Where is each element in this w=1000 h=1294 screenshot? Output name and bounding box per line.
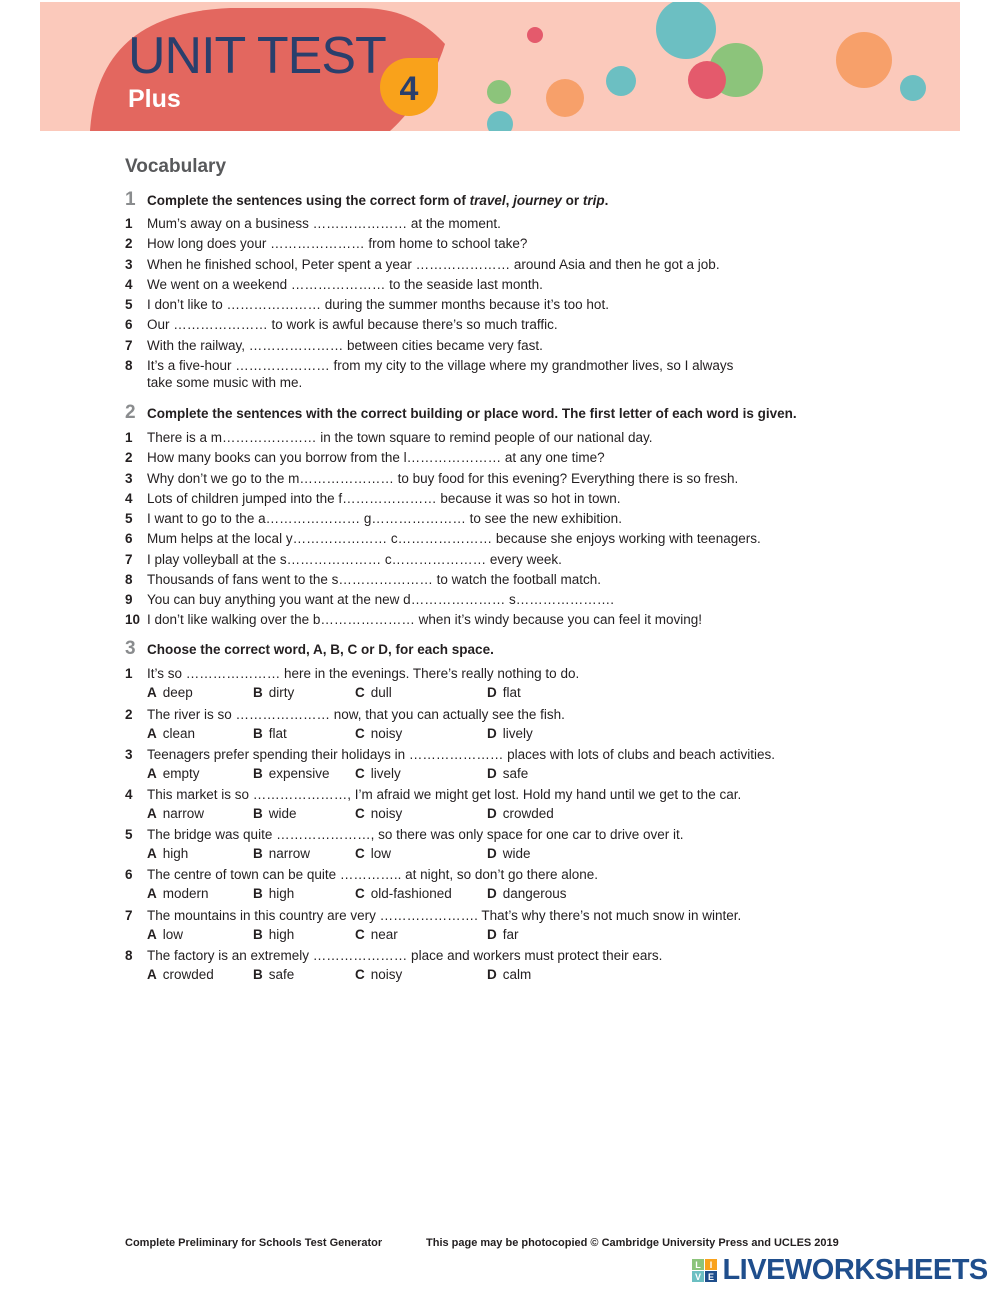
option-letter: A xyxy=(147,846,157,861)
option-text: high xyxy=(268,886,295,901)
liveworksheets-brand[interactable] xyxy=(692,1254,988,1284)
option-d[interactable] xyxy=(487,886,567,901)
exercise-number: 1 xyxy=(125,189,136,210)
sentence-item xyxy=(125,337,543,354)
item-number: 5 xyxy=(125,511,133,526)
sentence-text[interactable]: Why don’t we go to the m………………… to buy food for this evening? Everything there is so fresh. xyxy=(147,471,739,486)
item-number: 6 xyxy=(125,531,133,546)
option-text: safe xyxy=(502,766,529,781)
option-text: crowded xyxy=(502,806,554,821)
instruction-text: . xyxy=(604,193,609,208)
option-d[interactable] xyxy=(487,726,533,741)
option-text: high xyxy=(162,846,189,861)
option-letter: D xyxy=(487,846,497,861)
question-text: The factory is an extremely ………………… place and workers must protect their ears. xyxy=(147,948,663,963)
option-c[interactable] xyxy=(355,726,402,741)
option-letter: B xyxy=(253,846,263,861)
item-number: 1 xyxy=(125,666,133,681)
option-d[interactable] xyxy=(487,846,531,861)
item-number: 1 xyxy=(125,430,133,445)
option-letter: B xyxy=(253,886,263,901)
question-item xyxy=(125,866,598,883)
logo-letter: V xyxy=(694,1271,702,1282)
footer-left: Complete Preliminary for Schools Test Generator xyxy=(125,1237,383,1249)
option-letter: A xyxy=(147,967,157,982)
bubble xyxy=(836,32,892,88)
instruction-word: travel xyxy=(469,193,506,208)
option-text: crowded xyxy=(162,967,214,982)
sentence-item xyxy=(125,429,653,446)
sentence-item xyxy=(125,449,605,466)
item-number: 9 xyxy=(125,592,133,607)
sentence-text[interactable]: How many books can you borrow from the l………………… at any one time? xyxy=(147,450,605,465)
option-letter: B xyxy=(253,685,263,700)
option-d[interactable] xyxy=(487,967,531,982)
sentence-item xyxy=(125,551,562,568)
option-letter: C xyxy=(355,967,365,982)
option-text: deep xyxy=(162,685,193,700)
option-text: narrow xyxy=(162,806,205,821)
option-a[interactable] xyxy=(147,927,183,942)
item-number: 2 xyxy=(125,707,133,722)
exercise-1-instruction xyxy=(125,189,608,211)
option-letter: A xyxy=(147,726,157,741)
bubble xyxy=(487,111,513,131)
instruction-text: Complete the sentences with the correct building or place word. The first letter of each word is given. xyxy=(147,406,797,421)
option-a[interactable] xyxy=(147,886,209,901)
option-letter: D xyxy=(487,967,497,982)
option-letter: B xyxy=(253,726,263,741)
sentence-text[interactable]: It’s a five-hour ………………… from my city to the village where my grandmother lives, so I always xyxy=(147,358,734,373)
item-number: 2 xyxy=(125,450,133,465)
option-text: noisy xyxy=(370,806,403,821)
item-number: 4 xyxy=(125,277,133,292)
sentence-item xyxy=(125,215,501,232)
page-title: UNIT TEST xyxy=(128,27,386,85)
item-number: 8 xyxy=(125,358,133,373)
option-c[interactable] xyxy=(355,766,401,781)
option-letter: D xyxy=(487,806,497,821)
item-number: 10 xyxy=(125,612,141,627)
question-item xyxy=(125,786,741,803)
logo-letter: L xyxy=(695,1259,701,1270)
bubble xyxy=(487,80,511,104)
option-a[interactable] xyxy=(147,685,193,700)
option-b[interactable] xyxy=(253,967,294,982)
option-letter: C xyxy=(355,726,365,741)
option-letter: D xyxy=(487,685,497,700)
instruction-word: journey xyxy=(513,193,562,208)
option-b[interactable] xyxy=(253,886,294,901)
option-c[interactable] xyxy=(355,927,398,942)
bubble xyxy=(546,79,584,117)
footer-right: This page may be photocopied © Cambridge University Press and UCLES 2019 xyxy=(426,1237,839,1249)
option-text: wide xyxy=(268,806,297,821)
sentence-text[interactable]: How long does your ………………… from home to school take? xyxy=(147,236,528,251)
sentence-text[interactable]: I play volleyball at the s………………… c………………… every week. xyxy=(147,552,562,567)
option-d[interactable] xyxy=(487,806,554,821)
item-number: 5 xyxy=(125,827,133,842)
item-number: 2 xyxy=(125,236,133,251)
option-letter: A xyxy=(147,806,157,821)
option-letter: B xyxy=(253,806,263,821)
question-item xyxy=(125,947,662,964)
option-letter: A xyxy=(147,685,157,700)
option-text: safe xyxy=(268,967,295,982)
option-letter: B xyxy=(253,766,263,781)
option-text: dull xyxy=(370,685,392,700)
option-text: flat xyxy=(502,685,521,700)
option-letter: D xyxy=(487,726,497,741)
option-text: low xyxy=(162,927,184,942)
sentence-text[interactable]: You can buy anything you want at the new d………………… s…………………. xyxy=(147,592,614,607)
exercise-number: 2 xyxy=(125,402,136,423)
option-letter: A xyxy=(147,927,157,942)
item-number: 3 xyxy=(125,747,133,762)
option-text: high xyxy=(268,927,295,942)
sentence-text[interactable]: I don’t like walking over the b………………… when it’s windy because you can feel it moving! xyxy=(147,612,703,627)
question-text: It’s so ………………… here in the evenings. There’s really nothing to do. xyxy=(147,666,580,681)
bubble xyxy=(527,27,543,43)
option-letter: C xyxy=(355,766,365,781)
option-text: modern xyxy=(162,886,209,901)
logo-letter: I xyxy=(709,1259,713,1270)
sentence-continuation: take some music with me. xyxy=(147,375,303,390)
option-letter: C xyxy=(355,927,365,942)
option-letter: C xyxy=(355,685,365,700)
sentence-text[interactable]: Thousands of fans went to the s………………… to watch the football match. xyxy=(147,572,601,587)
sentence-text[interactable]: I don’t like to ………………… during the summer months because it’s too hot. xyxy=(147,297,609,312)
exercise-number: 3 xyxy=(125,638,136,659)
item-number: 6 xyxy=(125,317,133,332)
item-number: 8 xyxy=(125,948,133,963)
option-b[interactable] xyxy=(253,846,310,861)
sentence-text[interactable]: I want to go to the a………………… g………………… to see the new exhibition. xyxy=(147,511,622,526)
option-c[interactable] xyxy=(355,967,402,982)
option-letter: D xyxy=(487,927,497,942)
sentence-item xyxy=(125,357,733,374)
bubble xyxy=(900,75,926,101)
option-letter: D xyxy=(487,766,497,781)
option-b[interactable] xyxy=(253,766,330,781)
question-text: The centre of town can be quite ………….. at night, so don’t go there alone. xyxy=(147,867,599,882)
sentence-item xyxy=(125,490,620,507)
question-item xyxy=(125,665,579,682)
sentence-item xyxy=(125,276,543,293)
option-b[interactable] xyxy=(253,927,294,942)
option-a[interactable] xyxy=(147,806,204,821)
question-item xyxy=(125,706,565,723)
option-text: lively xyxy=(502,726,533,741)
instruction-text: Choose the correct word, A, B, C or D, for each space. xyxy=(147,642,494,657)
option-c[interactable] xyxy=(355,685,392,700)
sentence-text[interactable]: There is a m………………… in the town square to remind people of our national day. xyxy=(147,430,653,445)
question-item xyxy=(125,746,775,763)
sentence-text[interactable]: Lots of children jumped into the f………………… because it was so hot in town. xyxy=(147,491,621,506)
sentence-text[interactable]: Mum’s away on a business ………………… at the moment. xyxy=(147,216,501,231)
item-number: 4 xyxy=(125,491,133,506)
option-b[interactable] xyxy=(253,685,294,700)
section-title: Vocabulary xyxy=(125,156,227,177)
option-text: noisy xyxy=(370,726,403,741)
liveworksheets-logo-icon xyxy=(692,1259,718,1283)
sentence-item xyxy=(125,470,738,487)
option-b[interactable] xyxy=(253,726,287,741)
sentence-item xyxy=(125,296,609,313)
option-text: calm xyxy=(502,967,532,982)
item-number: 1 xyxy=(125,216,133,231)
option-text: empty xyxy=(162,766,200,781)
item-number: 3 xyxy=(125,257,133,272)
option-c[interactable] xyxy=(355,886,452,901)
liveworksheets-wordmark: LIVEWORKSHEETS xyxy=(722,1254,988,1286)
sentence-item xyxy=(125,530,761,547)
option-letter: B xyxy=(253,967,263,982)
option-a[interactable] xyxy=(147,726,195,741)
item-number: 3 xyxy=(125,471,133,486)
sentence-text[interactable]: With the railway, ………………… between cities became very fast. xyxy=(147,338,543,353)
exercise-3-instruction xyxy=(125,638,494,660)
option-a[interactable] xyxy=(147,846,188,861)
instruction-text: , xyxy=(505,193,514,208)
option-text: clean xyxy=(162,726,196,741)
question-text: The bridge was quite …………………, so there was only space for one car to drive over it. xyxy=(147,827,684,842)
item-number: 4 xyxy=(125,787,133,802)
option-letter: C xyxy=(355,806,365,821)
sentence-item xyxy=(125,591,614,608)
option-c[interactable] xyxy=(355,846,391,861)
page-subtitle: Plus xyxy=(128,85,181,113)
option-text: narrow xyxy=(268,846,311,861)
sentence-text[interactable]: Mum helps at the local y………………… c………………… because she enjoys working with teenagers. xyxy=(147,531,761,546)
question-text: The mountains in this country are very …………………. That’s why there’s not much snow in winter. xyxy=(147,908,742,923)
option-letter: A xyxy=(147,766,157,781)
instruction-text: or xyxy=(561,193,583,208)
instruction-word: trip xyxy=(582,193,605,208)
option-letter: D xyxy=(487,886,497,901)
item-number: 5 xyxy=(125,297,133,312)
question-text: The river is so ………………… now, that you can actually see the fish. xyxy=(147,707,565,722)
option-letter: B xyxy=(253,927,263,942)
sentence-item xyxy=(125,571,601,588)
option-d[interactable] xyxy=(487,766,528,781)
option-text: old-fashioned xyxy=(370,886,452,901)
option-letter: C xyxy=(355,886,365,901)
item-number: 8 xyxy=(125,572,133,587)
option-letter: C xyxy=(355,846,365,861)
option-text: noisy xyxy=(370,967,403,982)
instruction-text: Complete the sentences using the correct form of xyxy=(147,193,470,208)
option-text: near xyxy=(370,927,398,942)
bubble xyxy=(606,66,636,96)
sentence-item xyxy=(125,611,702,628)
sentence-text[interactable]: We went on a weekend ………………… to the seaside last month. xyxy=(147,277,543,292)
option-text: dirty xyxy=(268,685,295,700)
item-number: 7 xyxy=(125,908,133,923)
sentence-item xyxy=(125,235,527,252)
sentence-text[interactable]: When he finished school, Peter spent a year ………………… around Asia and then he got a job. xyxy=(147,257,720,272)
exercise-2-instruction xyxy=(125,402,797,424)
option-letter: A xyxy=(147,886,157,901)
option-c[interactable] xyxy=(355,806,402,821)
question-item xyxy=(125,826,683,843)
sentence-item xyxy=(125,316,558,333)
sentence-text[interactable]: Our ………………… to work is awful because there’s so much traffic. xyxy=(147,317,558,332)
logo-letter: E xyxy=(707,1271,715,1282)
option-text: low xyxy=(370,846,392,861)
option-text: expensive xyxy=(268,766,330,781)
option-text: flat xyxy=(268,726,287,741)
bubble xyxy=(688,61,726,99)
option-text: lively xyxy=(370,766,401,781)
option-text: wide xyxy=(502,846,531,861)
sentence-item xyxy=(125,256,720,273)
unit-number: 4 xyxy=(399,70,419,108)
item-number: 6 xyxy=(125,867,133,882)
option-d[interactable] xyxy=(487,927,519,942)
sentence-item xyxy=(125,510,622,527)
option-b[interactable] xyxy=(253,806,297,821)
question-text: Teenagers prefer spending their holidays in ………………… places with lots of clubs and beach activities. xyxy=(147,747,776,762)
option-d[interactable] xyxy=(487,685,521,700)
option-a[interactable] xyxy=(147,766,200,781)
question-text: This market is so …………………, I’m afraid we might get lost. Hold my hand until we get to the car. xyxy=(147,787,742,802)
item-number: 7 xyxy=(125,338,133,353)
bubble xyxy=(656,2,716,59)
item-number: 7 xyxy=(125,552,133,567)
option-text: far xyxy=(502,927,519,942)
question-item xyxy=(125,907,741,924)
option-a[interactable] xyxy=(147,967,214,982)
option-text: dangerous xyxy=(502,886,567,901)
